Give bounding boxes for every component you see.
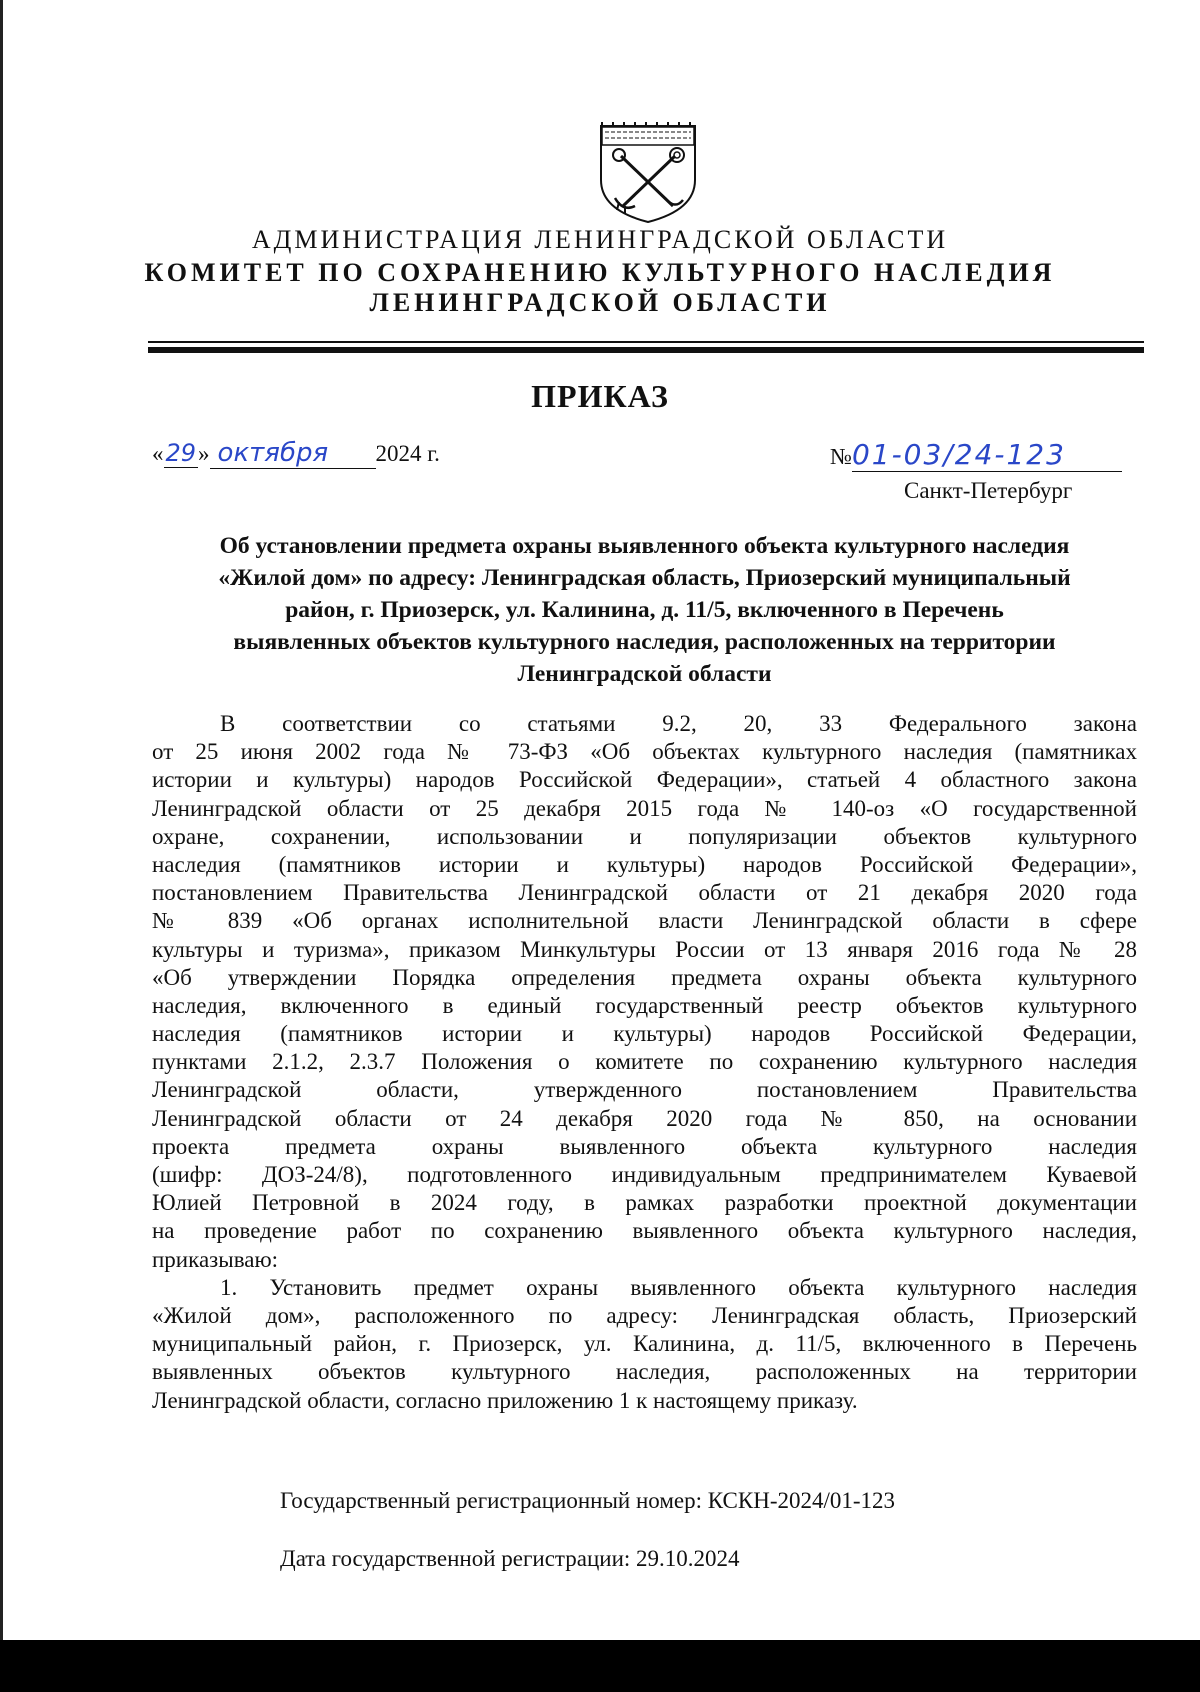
body-line: № 839 «Об органах исполнительной власти Ленинградской области в сфере: [152, 908, 1137, 934]
order-date: [152, 438, 440, 469]
body-line: охране, сохранении, использовании и популяризации объектов культурного: [152, 823, 1137, 849]
body-line: проекта предмета охраны выявленного объекта культурного наследия: [152, 1133, 1137, 1159]
date-close-quote: »: [198, 441, 210, 466]
item1-line: 1. Установить предмет охраны выявленного объекта культурного наследия: [220, 1274, 1137, 1300]
body-line: на проведение работ по сохранению выявленного объекта культурного наследия,: [152, 1218, 1137, 1244]
registration-date: Дата государственной регистрации: 29.10.2024: [280, 1546, 740, 1571]
order-body: [152, 710, 1137, 1415]
registration-number: Государственный регистрационный номер: КСКН-2024/01-123: [280, 1488, 896, 1513]
subject-line: «Жилой дом» по адресу: Ленинградская область, Приозерский муниципальный: [218, 565, 1071, 591]
number-value-handwritten: 01-03/24-123: [852, 438, 1122, 472]
header-rule-thin: [148, 341, 1144, 343]
subject-line: выявленных объектов культурного наследия, расположенных на территории: [233, 629, 1056, 655]
date-year: 2024 г.: [375, 441, 440, 466]
header-rule-thick: [148, 347, 1144, 353]
body-line: (шифр: ДОЗ-24/8), подготовленного индивидуальным предпринимателем Куваевой: [152, 1162, 1137, 1187]
issue-city: Санкт-Петербург: [904, 478, 1073, 503]
body-line: Ленинградской области от 24 декабря 2020 года № 850, на основании: [152, 1105, 1137, 1131]
body-line: В соответствии со статьями 9.2, 20, 33 Федерального закона: [220, 711, 1137, 736]
body-line: приказываю:: [152, 1246, 279, 1272]
scan-bottom-edge: [0, 1640, 1200, 1692]
body-line: культуры и туризма», приказом Минкультуры России от 13 января 2016 года № 28: [152, 936, 1137, 962]
body-line: наследия, включенного в единый государственный реестр объектов культурного: [152, 992, 1137, 1018]
number-prefix: №: [830, 444, 852, 469]
item1-line: выявленных объектов культурного наследия, расположенных на территории: [152, 1359, 1137, 1385]
date-month-handwritten: октября: [210, 438, 376, 469]
item1-line: Ленинградской области, согласно приложению 1 к настоящему приказу.: [152, 1387, 858, 1413]
body-line: «Об утверждении Порядка определения предмета охраны объекта культурного: [152, 964, 1137, 990]
body-line: наследия (памятников истории и культуры) народов Российской Федерации»,: [152, 851, 1137, 877]
subject-line: Об установлении предмета охраны выявленного объекта культурного наследия: [219, 533, 1070, 559]
coat-of-arms-icon: [593, 118, 703, 224]
subject-line: район, г. Приозерск, ул. Калинина, д. 11/5, включенного в Перечень: [285, 597, 1004, 623]
body-line: Ленинградской области от 25 декабря 2015 года № 140-оз «О государственной: [152, 795, 1137, 821]
org-committee: КОМИТЕТ ПО СОХРАНЕНИЮ КУЛЬТУРНОГО НАСЛЕДИЯ: [144, 258, 1056, 287]
item1-line: «Жилой дом», расположенного по адресу: Ленинградская область, Приозерский: [152, 1302, 1137, 1328]
date-open-quote: «: [152, 441, 164, 466]
body-line: Юлией Петровной в 2024 году, в рамках разработки проектной документации: [152, 1190, 1137, 1216]
body-line: наследия (памятников истории и культуры) народов Российской Федерации,: [152, 1021, 1137, 1047]
document-type-title: ПРИКАЗ: [531, 378, 669, 414]
body-line: от 25 июня 2002 года № 73-ФЗ «Об объектах культурного наследия (памятниках: [152, 739, 1137, 765]
body-line: пунктами 2.1.2, 2.3.7 Положения о комитете по сохранению культурного наследия: [152, 1049, 1137, 1075]
order-number: [830, 438, 1122, 472]
body-line: Ленинградской области, утвержденного постановлением Правительства: [152, 1077, 1137, 1103]
body-line: постановлением Правительства Ленинградской области от 21 декабря 2020 года: [152, 880, 1137, 906]
body-line: истории и культуры) народов Российской Федерации», статьей 4 областного закона: [152, 767, 1137, 793]
date-day-handwritten: 29: [165, 439, 197, 467]
subject-line: Ленинградской области: [517, 661, 772, 687]
order-subject: [152, 530, 1137, 690]
item1-line: муниципальный район, г. Приозерск, ул. Калинина, д. 11/5, включенного в Перечень: [152, 1331, 1137, 1357]
org-region: ЛЕНИНГРАДСКОЙ ОБЛАСТИ: [369, 288, 831, 317]
org-administration: АДМИНИСТРАЦИЯ ЛЕНИНГРАДСКОЙ ОБЛАСТИ: [251, 225, 949, 254]
